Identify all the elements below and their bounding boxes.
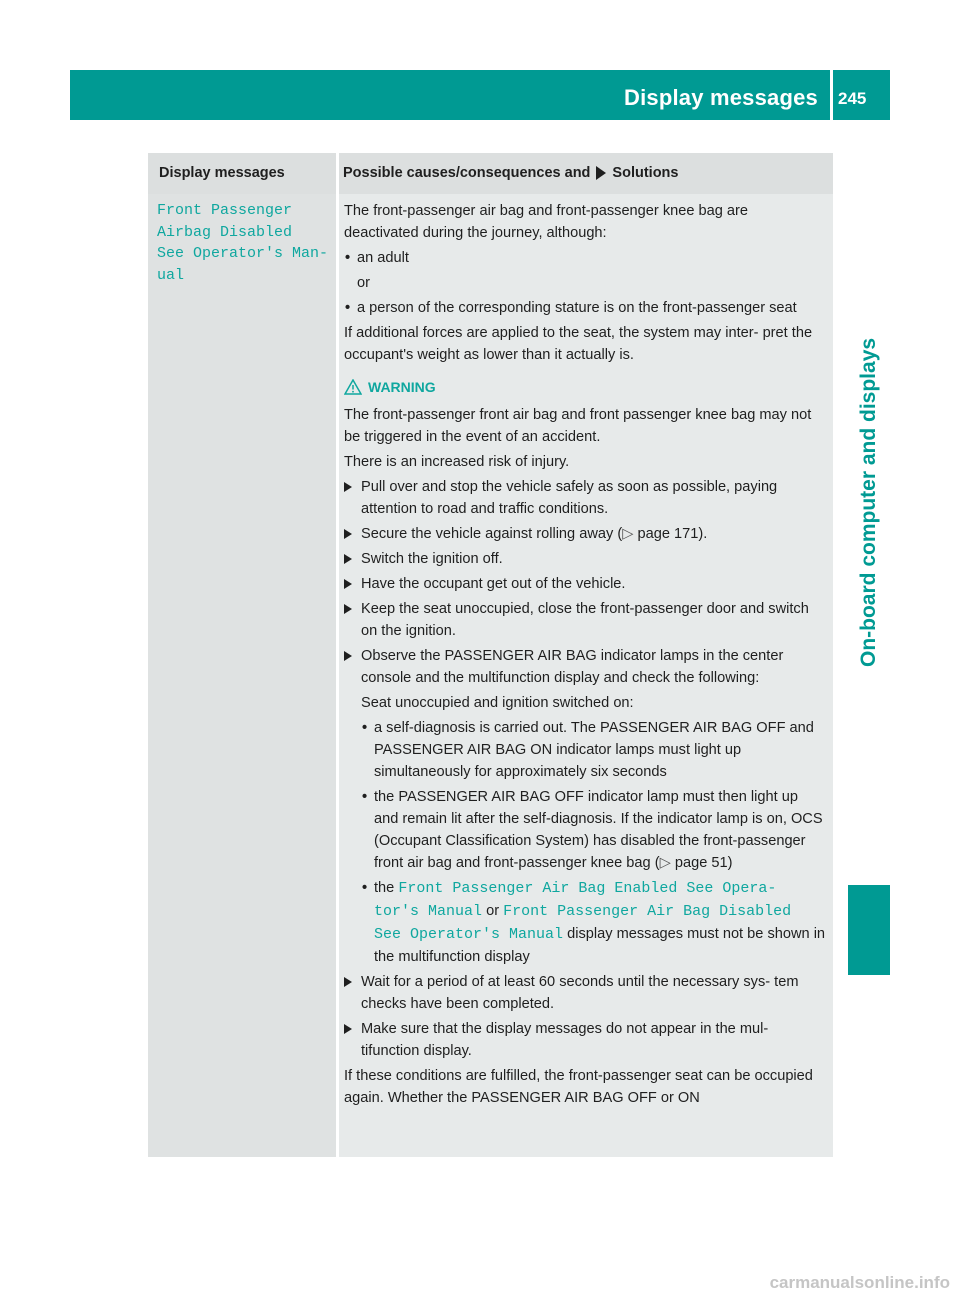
warning-text: The front-passenger front air bag and front passenger knee bag may not be triggered in the event of an accident.: [344, 407, 812, 445]
or-text: or: [357, 275, 370, 291]
step-arrow-icon: [344, 977, 352, 987]
display-message-inline: Front Passenger Air Bag Disabled See Operator's Manual: [374, 903, 792, 943]
check-text: the: [374, 880, 395, 896]
step-item: [344, 598, 826, 642]
step-text: Keep the seat unoccupied, close the front-passenger door and switch on the ignition.: [361, 601, 809, 639]
step-text: Switch the ignition off.: [361, 551, 503, 567]
condition-item: • a person of the corresponding stature is on the front-passenger seat: [344, 297, 826, 319]
warning-label: WARNING: [368, 379, 436, 395]
step-arrow-icon: [344, 579, 352, 589]
step-item: [344, 573, 826, 595]
seat-unoccupied-text: Seat unoccupied and ignition switched on:: [361, 695, 634, 711]
risk-text: There is an increased risk of injury.: [344, 454, 570, 470]
warning-heading: [344, 376, 826, 398]
messages-table: [148, 153, 833, 1157]
col-header-causes-text: Possible causes/consequences and: [343, 165, 591, 181]
check-item: [344, 877, 826, 968]
intro-text: The front-passenger air bag and front-passenger knee bag are deactivated during the journey, although:: [344, 203, 749, 241]
page-ref-triangle-icon: ▷: [622, 526, 634, 542]
page-ref-link[interactable]: page 51): [674, 855, 733, 871]
message-line: Front Passenger: [157, 202, 293, 219]
step-text: Make sure that the display messages do not appear in the mul- tifunction display.: [361, 1021, 769, 1059]
step-text: Secure the vehicle against rolling away (: [361, 526, 623, 542]
step-arrow-icon: [344, 529, 352, 539]
step-item: [344, 645, 826, 689]
header-separator: [830, 70, 833, 120]
additional-text: If additional forces are applied to the seat, the system may inter- pret the occupant's weight as lower than it actually is.: [344, 325, 813, 363]
step-text: Observe the PASSENGER AIR BAG indicator lamps in the center console and the multifunction display and check the following:: [361, 648, 784, 686]
check-item: • a self-diagnosis is carried out. The PASSENGER AIR BAG OFF and PASSENGER AIR BAG ON indicator lamps must light up simultaneously for approximately six seconds: [344, 717, 826, 783]
column-divider: [336, 153, 339, 1157]
page-ref-link[interactable]: page 171).: [637, 526, 708, 542]
display-message: [157, 200, 332, 286]
step-text: Have the occupant get out of the vehicle.: [361, 576, 626, 592]
page-ref-triangle-icon: ▷: [659, 855, 671, 871]
footer-watermark: carmanualsonline.info: [769, 1273, 950, 1292]
col-header-display-messages: Display messages: [159, 165, 285, 181]
check-item: [344, 786, 826, 874]
step-text: Pull over and stop the vehicle safely as soon as possible, paying attention to road and traffic conditions.: [361, 479, 778, 517]
side-tab-marker: [848, 885, 890, 975]
page-header: [70, 70, 890, 120]
condition-item: • an adult: [344, 247, 826, 269]
page-number: 245: [838, 89, 867, 108]
warning-triangle-icon: [344, 379, 362, 395]
side-tab-label: On-board computer and displays: [857, 337, 880, 668]
check-text: the PASSENGER AIR BAG OFF indicator lamp must then light up and remain lit after the self-diagnosis. If the indicator lamp is on, OCS (Occupant Classification System) has disabled the front-passenger front air bag and front-passenger knee bag (: [374, 789, 823, 871]
step-item: [344, 476, 826, 520]
step-item: [344, 1018, 826, 1062]
check-text: or: [486, 903, 500, 919]
message-line: Airbag Disabled: [157, 223, 293, 241]
step-arrow-icon: [344, 651, 352, 661]
solutions-content: [344, 200, 826, 1112]
solution-arrow-icon: [596, 166, 606, 180]
step-text: Wait for a period of at least 60 seconds until the necessary sys- tem checks have been completed.: [361, 974, 799, 1012]
col-header-solutions-text: Solutions: [612, 165, 679, 181]
step-arrow-icon: [344, 1024, 352, 1034]
message-line: ual: [157, 266, 185, 284]
table-header: [148, 153, 833, 194]
step-arrow-icon: [344, 482, 352, 492]
step-item: [344, 971, 826, 1015]
message-column: [148, 194, 336, 1157]
step-arrow-icon: [344, 604, 352, 614]
closing-text: If these conditions are fulfilled, the front-passenger seat can be occupied again. Whether the PASSENGER AIR BAG OFF or ON: [344, 1068, 813, 1106]
step-item: [344, 523, 826, 545]
header-title: Display messages: [624, 85, 818, 110]
step-item: [344, 548, 826, 570]
col-header-causes: [343, 165, 678, 181]
check-text: display messages must not be shown in the multifunction display: [374, 926, 826, 965]
message-line: See Operator's Man‐: [157, 245, 329, 262]
step-arrow-icon: [344, 554, 352, 564]
display-message-inline: Front Passenger Air Bag Enabled See Opera‐ tor's Manual: [374, 880, 777, 920]
